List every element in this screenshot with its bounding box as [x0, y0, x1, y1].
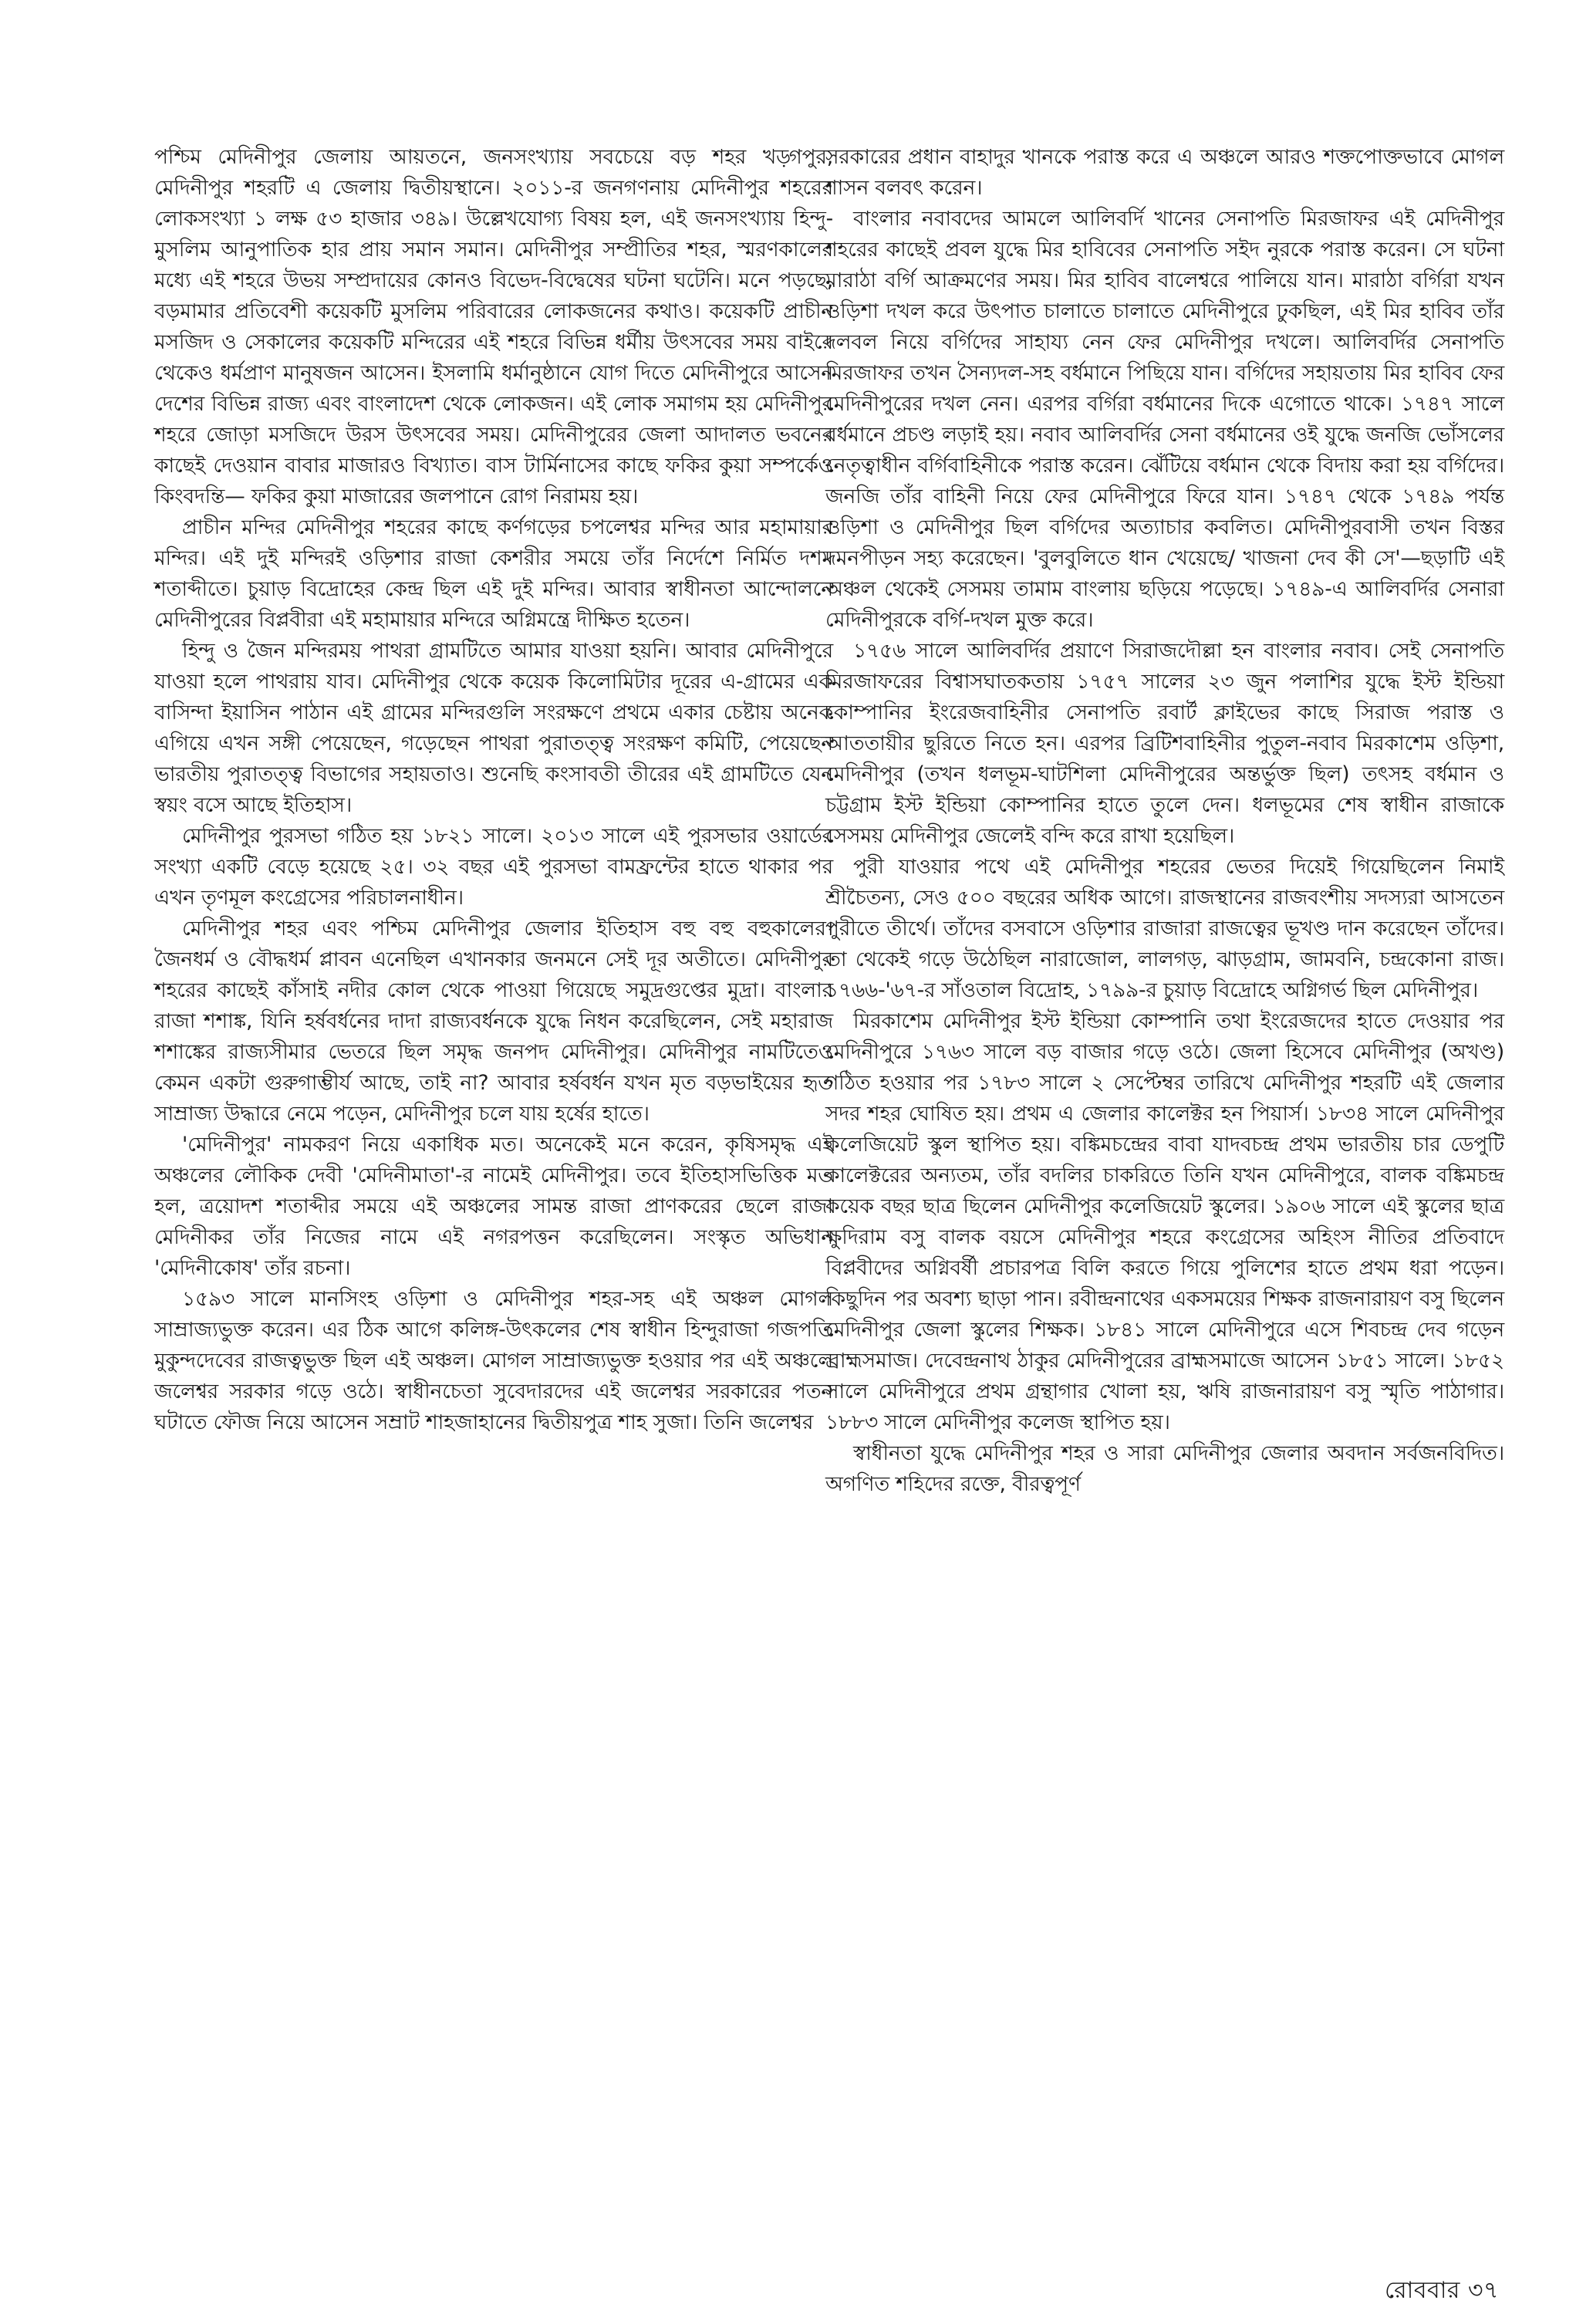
paragraph: পুরী যাওয়ার পথে এই মেদিনীপুর শহরের ভেতর দিয়েই গিয়েছিলেন নিমাই শ্রীচৈতন্য, সেও ৫০০ বছরের অধিক আগে। রাজস্থানের রাজবংশীয় সদস্যরা আসতেন পুরীতে তীর্থে। তাঁদের বসবাসে ওড়িশার রাজারা রাজত্বের ভূখণ্ড দান করেছেন তাঁদের। তা থেকেই গড়ে উঠেছিল নারাজোল, লালগড়, ঝাড়গ্রাম, জামবনি, চন্দ্রকোনা রাজ। ১৭৬৬-'৬৭-র সাঁওতাল বিদ্রোহ, ১৭৯৯-র চুয়াড় বিদ্রোহে অগ্নিগর্ভ ছিল মেদিনীপুর।: [825, 855, 1504, 1002]
paragraph: মেদিনীপুর শহর এবং পশ্চিম মেদিনীপুর জেলার ইতিহাস বহু বহু বহুকালের। জৈনধর্ম ও বৌদ্ধধর্ম প্লাবন এনেছিল এখানকার জনমনে সেই দূর অতীতে। মেদিনীপুর শহরের কাছেই কাঁসাই নদীর কোল থেকে পাওয়া গিয়েছে সমুদ্রগুপ্তের মুদ্রা। বাংলার রাজা শশাঙ্ক, যিনি হর্ষবর্ধনের দাদা রাজ্যবর্ধনকে যুদ্ধে নিধন করেছিলেন, সেই মহারাজ শশাঙ্কের রাজ্যসীমার ভেতরে ছিল সমৃদ্ধ জনপদ মেদিনীপুর। মেদিনীপুর নামটিতেও কেমন একটা গুরুগাম্ভীর্য আছে, তাই না? আবার হর্ষবর্ধন যখন মৃত বড়ভাইয়ের হৃত সাম্রাজ্য উদ্ধারে নেমে পড়েন, মেদিনীপুর চলে যায় হর্ষের হাতে।: [154, 917, 833, 1126]
left-text-column: [154, 142, 833, 1438]
paragraph: 'মেদিনীপুর' নামকরণ নিয়ে একাধিক মত। অনেকেই মনে করেন, কৃষিসমৃদ্ধ এই অঞ্চলের লৌকিক দেবী 'মেদিনীমাতা'-র নামেই মেদিনীপুর। তবে ইতিহাসভিত্তিক মত হল, ত্রয়োদশ শতাব্দীর সময়ে এই অঞ্চলের সামন্ত রাজা প্রাণকরের ছেলে রাজা মেদিনীকর তাঁর নিজের নামে এই নগরপত্তন করেছিলেন। সংস্কৃত অভিধান 'মেদিনীকোষ' তাঁর রচনা।: [154, 1133, 833, 1280]
right-text-column: [825, 142, 1504, 1500]
paragraph: বাংলার নবাবদের আমলে আলিবর্দি খানের সেনাপতি মিরজাফর এই মেদিনীপুর শহরের কাছেই প্রবল যুদ্ধে মির হাবিবের সেনাপতি সইদ নুরকে পরাস্ত করেন। সে ঘটনা মারাঠা বর্গি আক্রমণের সময়। মির হাবিব বালেশ্বরে পালিয়ে যান। মারাঠা বর্গিরা যখন ওড়িশা দখল করে উৎপাত চালাতে চালাতে মেদিনীপুরে ঢুকছিল, এই মির হাবিব তাঁর দলবল নিয়ে বর্গিদের সাহায্য নেন ফের মেদিনীপুর দখলে। আলিবর্দির সেনাপতি মিরজাফর তখন সৈন্যদল-সহ বর্ধমানে পিছিয়ে যান। বর্গিদের সহায়তায় মির হাবিব ফের মেদিনীপুরের দখল নেন। এরপর বর্গিরা বর্ধমানের দিকে এগোতে থাকে। ১৭৪৭ সালে বর্ধমানে প্রচণ্ড লড়াই হয়। নবাব আলিবর্দির সেনা বর্ধমানের ওই যুদ্ধে জনজি ভোঁসলের নেতৃত্বাধীন বর্গিবাহিনীকে পরাস্ত করেন। ঝেঁটিয়ে বর্ধমান থেকে বিদায় করা হয় বর্গিদের। জনজি তাঁর বাহিনী নিয়ে ফের মেদিনীপুরে ফিরে যান। ১৭৪৭ থেকে ১৭৪৯ পর্যন্ত ওড়িশা ও মেদিনীপুর ছিল বর্গিদের অত্যাচার কবলিত। মেদিনীপুরবাসী তখন বিস্তর দমনপীড়ন সহ্য করেছেন। 'বুলবুলিতে ধান খেয়েছে/ খাজনা দেব কী সে'—ছড়াটি এই অঞ্চল থেকেই সেসময় তামাম বাংলায় ছড়িয়ে পড়েছে। ১৭৪৯-এ আলিবর্দির সেনারা মেদিনীপুরকে বর্গি-দখল মুক্ত করে।: [825, 207, 1504, 632]
paragraph: মেদিনীপুর পুরসভা গঠিত হয় ১৮২১ সালে। ২০১৩ সালে এই পুরসভার ওয়ার্ডের সংখ্যা একটি বেড়ে হয়েছে ২৫। ৩২ বছর এই পুরসভা বামফ্রন্টের হাতে থাকার পর এখন তৃণমূল কংগ্রেসের পরিচালনাধীন।: [154, 824, 833, 910]
paragraph: প্রাচীন মন্দির মেদিনীপুর শহরের কাছে কর্ণগড়ের চপলেশ্বর মন্দির আর মহামায়ার মন্দির। এই দুই মন্দিরই ওড়িশার রাজা কেশরীর সময়ে তাঁর নির্দেশে নির্মিত দশম শতাব্দীতে। চুয়াড় বিদ্রোহের কেন্দ্র ছিল এই দুই মন্দির। আবার স্বাধীনতা আন্দোলনে মেদিনীপুরের বিপ্লবীরা এই মহামায়ার মন্দিরে অগ্নিমন্ত্রে দীক্ষিত হতেন।: [154, 515, 833, 632]
paragraph: মিরকাশেম মেদিনীপুর ইস্ট ইন্ডিয়া কোম্পানি তথা ইংরেজদের হাতে দেওয়ার পর মেদিনীপুরে ১৭৬৩ সালে বড় বাজার গড়ে ওঠে। জেলা হিসেবে মেদিনীপুর (অখণ্ড) গঠিত হওয়ার পর ১৭৮৩ সালে ২ সেপ্টেম্বর তারিখে মেদিনীপুর শহরটি এই জেলার সদর শহর ঘোষিত হয়। প্রথম এ জেলার কালেক্টর হন পিয়ার্স। ১৮৩৪ সালে মেদিনীপুর কলেজিয়েট স্কুল স্থাপিত হয়। বঙ্কিমচন্দ্রের বাবা যাদবচন্দ্র প্রথম ভারতীয় চার ডেপুটি কালেক্টরের অন্যতম, তাঁর বদলির চাকরিতে তিনি যখন মেদিনীপুরে, বালক বঙ্কিমচন্দ্র কয়েক বছর ছাত্র ছিলেন মেদিনীপুর কলেজিয়েট স্কুলের। ১৯০৬ সালে এই স্কুলের ছাত্র ক্ষুদিরাম বসু বালক বয়সে মেদিনীপুর শহরে কংগ্রেসের অহিংস নীতির প্রতিবাদে বিপ্লবীদের অগ্নিবর্ষী প্রচারপত্র বিলি করতে গিয়ে পুলিশের হাতে প্রথম ধরা পড়েন। কিছুদিন পর অবশ্য ছাড়া পান। রবীন্দ্রনাথের একসময়ের শিক্ষক রাজনারায়ণ বসু ছিলেন মেদিনীপুর জেলা স্কুলের শিক্ষক। ১৮৪১ সালে মেদিনীপুরে এসে শিবচন্দ্র দেব গড়েন ব্রাহ্মসমাজ। দেবেন্দ্রনাথ ঠাকুর মেদিনীপুরের ব্রাহ্মসমাজে আসেন ১৮৫১ সালে। ১৮৫২ সালে মেদিনীপুরে প্রথম গ্রন্থাগার খোলা হয়, ঋষি রাজনারায়ণ বসু স্মৃতি পাঠাগার। ১৮৮৩ সালে মেদিনীপুর কলেজ স্থাপিত হয়।: [825, 1009, 1504, 1434]
paragraph: পশ্চিম মেদিনীপুর জেলায় আয়তনে, জনসংখ্যায় সবচেয়ে বড় শহর খড়্গপুর, মেদিনীপুর শহরটি এ জেলায় দ্বিতীয়স্থানে। ২০১১-র জনগণনায় মেদিনীপুর শহরের লোকসংখ্যা ১ লক্ষ ৫৩ হাজার ৩৪৯। উল্লেখযোগ্য বিষয় হল, এই জনসংখ্যায় হিন্দু-মুসলিম আনুপাতিক হার প্রায় সমান সমান। মেদিনীপুর সম্প্রীতির শহর, স্মরণকালের মধ্যে এই শহরে উভয় সম্প্রদায়ের কোনও বিভেদ-বিদ্বেষের ঘটনা ঘটেনি। মনে পড়ছে, বড়মামার প্রতিবেশী কয়েকটি মুসলিম পরিবারের লোকজনের কথাও। কয়েকটি প্রাচীন মসজিদ ও সেকালের কয়েকটি মন্দিরের এই শহরে বিভিন্ন ধর্মীয় উৎসবের সময় বাইরে থেকেও ধর্মপ্রাণ মানুষজন আসেন। ইসলামি ধর্মানুষ্ঠানে যোগ দিতে মেদিনীপুরে আসেন দেশের বিভিন্ন রাজ্য এবং বাংলাদেশ থেকে লোকজন। এই লোক সমাগম হয় মেদিনীপুর শহরে জোড়া মসজিদে উরস উৎসবের সময়। মেদিনীপুরের জেলা আদালত ভবনের কাছেই দেওয়ান বাবার মাজারও বিখ্যাত। বাস টার্মিনাসের কাছে ফকির কুয়া সম্পর্কেও কিংবদন্তি— ফকির কুয়া মাজারের জলপানে রোগ নিরাময় হয়।: [154, 145, 833, 508]
paragraph: ১৫৯৩ সালে মানসিংহ ওড়িশা ও মেদিনীপুর শহর-সহ এই অঞ্চল মোগল সাম্রাজ্যভুক্ত করেন। এর ঠিক আগে কলিঙ্গ-উৎকলের শেষ স্বাধীন হিন্দুরাজা গজপতি মুকুন্দদেবের রাজত্বভুক্ত ছিল এই অঞ্চল। মোগল সাম্রাজ্যভুক্ত হওয়ার পর এই অঞ্চলে জলেশ্বর সরকার গড়ে ওঠে। স্বাধীনচেতা সুবেদারদের এই জলেশ্বর সরকারের পতন ঘটাতে ফৌজ নিয়ে আসেন সম্রাট শাহজাহানের দ্বিতীয়পুত্র শাহ সুজা। তিনি জলেশ্বর: [154, 1287, 833, 1434]
paragraph: সরকারের প্রধান বাহাদুর খানকে পরাস্ত করে এ অঞ্চলে আরও শক্তপোক্তভাবে মোগল শাসন বলবৎ করেন।: [825, 145, 1504, 200]
paragraph: ১৭৫৬ সালে আলিবর্দির প্রয়াণে সিরাজদৌল্লা হন বাংলার নবাব। সেই সেনাপতি মিরজাফরের বিশ্বাসঘাতকতায় ১৭৫৭ সালের ২৩ জুন পলাশির যুদ্ধে ইস্ট ইন্ডিয়া কোম্পানির ইংরেজবাহিনীর সেনাপতি রবার্ট ক্লাইভের কাছে সিরাজ পরাস্ত ও আততায়ীর ছুরিতে নিতে হন। এরপর ব্রিটিশবাহিনীর পুতুল-নবাব মিরকাশেম ওড়িশা, মেদিনীপুর (তখন ধলভূম-ঘাটশিলা মেদিনীপুরের অন্তর্ভুক্ত ছিল) তৎসহ বর্ধমান ও চট্টগ্রাম ইস্ট ইন্ডিয়া কোম্পানির হাতে তুলে দেন। ধলভূমের শেষ স্বাধীন রাজাকে সেসময় মেদিনীপুর জেলেই বন্দি করে রাখা হয়েছিল।: [825, 639, 1504, 848]
paragraph: স্বাধীনতা যুদ্ধে মেদিনীপুর শহর ও সারা মেদিনীপুর জেলার অবদান সর্বজনবিদিত। অগণিত শহিদের রক্তে, বীরত্বপূর্ণ: [825, 1441, 1504, 1496]
page-footer-label: রোববার ৩৭: [1384, 2277, 1499, 2304]
paragraph: হিন্দু ও জৈন মন্দিরময় পাথরা গ্রামটিতে আমার যাওয়া হয়নি। আবার মেদিনীপুরে যাওয়া হলে পাথরায় যাব। মেদিনীপুর থেকে কয়েক কিলোমিটার দূরের এ-গ্রামের এক বাসিন্দা ইয়াসিন পাঠান এই গ্রামের মন্দিরগুলি সংরক্ষণে প্রথমে একার চেষ্টায় অনেক এগিয়ে এখন সঙ্গী পেয়েছেন, গড়েছেন পাথরা পুরাতত্ত্ব সংরক্ষণ কমিটি, পেয়েছেন ভারতীয় পুরাতত্ত্ব বিভাগের সহায়তাও। শুনেছি কংসাবতী তীরের এই গ্রামটিতে যেন স্বয়ং বসে আছে ইতিহাস।: [154, 639, 833, 817]
